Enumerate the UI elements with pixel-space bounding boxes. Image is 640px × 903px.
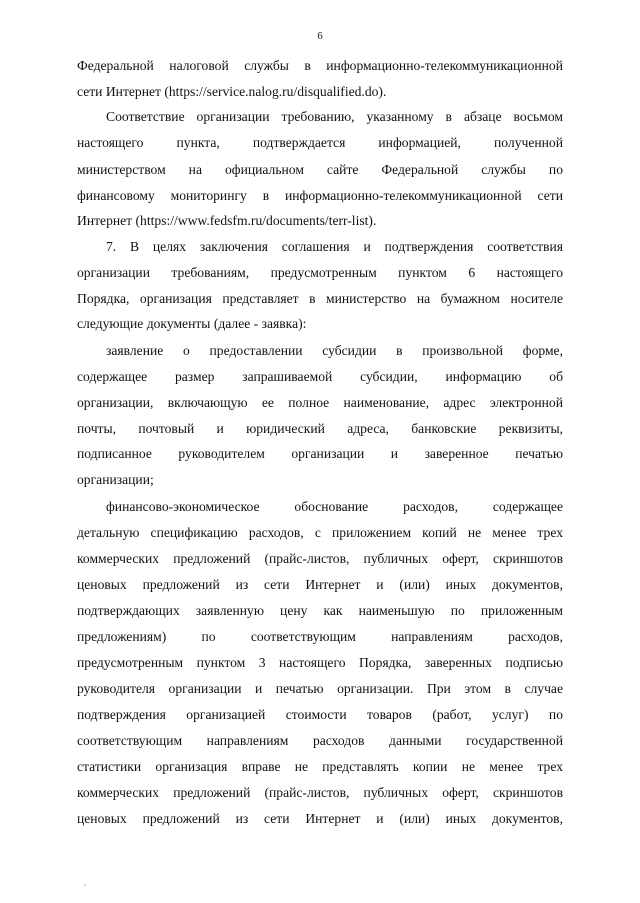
paragraph-first-line: 7. В целях заключения соглашения и подтверждения соответствия [106,239,563,254]
text-line: Порядка, организация представляет в министерство на бумажном носителе [77,291,563,306]
text-line: коммерческих предложений (прайс-листов, публичных оферт, скриншотов [77,785,563,800]
text-line: Интернет (https://www.fedsfm.ru/documents/terr-list). [77,213,377,228]
text-line: ценовых предложений из сети Интернет и (или) иных документов, [77,811,563,826]
text-line: подтверждения организацией стоимости товаров (работ, услуг) по [77,707,563,722]
paragraph-first-line: Соответствие организации требованию, указанному в абзаце восьмом [106,109,563,124]
text-line: министерством на официальном сайте Федеральной службы по [77,162,563,177]
text-line: статистики организация вправе не представлять копии не менее трех [77,759,563,774]
text-line: подписанное руководителем организации и заверенное печатью [77,446,563,461]
text-line: организации требованиям, предусмотренным пунктом 6 настоящего [77,265,563,280]
text-line: настоящего пункта, подтверждается информацией, полученной [77,135,563,150]
page-number: 6 [317,30,323,42]
text-line: финансовому мониторингу в информационно-телекоммуникационной сети [77,188,563,203]
text-line: руководителя организации и печатью организации. При этом в случае [77,681,563,696]
text-line: предложениям) по соответствующим направлениям расходов, [77,629,563,644]
text-line: следующие документы (далее - заявка): [77,316,307,331]
text-line: организации; [77,472,154,487]
text-line: подтверждающих заявленную цену как наименьшую по приложенным [77,603,563,618]
text-line: соответствующим направлениям расходов данными государственной [77,733,563,748]
text-line: детальную спецификацию расходов, с приложением копий не менее трех [77,525,563,540]
text-line: почты, почтовый и юридический адреса, банковские реквизиты, [77,421,563,436]
text-line: ценовых предложений из сети Интернет и (или) иных документов, [77,577,563,592]
text-line: организации, включающую ее полное наименование, адрес электронной [77,395,563,410]
text-line: сети Интернет (https://service.nalog.ru/disqualified.do). [77,84,387,99]
text-line: содержащее размер запрашиваемой субсидии, информацию об [77,369,563,384]
text-line: коммерческих предложений (прайс-листов, публичных оферт, скриншотов [77,551,563,566]
paragraph-first-line: финансово-экономическое обоснование расходов, содержащее [106,499,563,514]
paragraph-first-line: заявление о предоставлении субсидии в произвольной форме, [106,343,563,358]
scan-artifact-dot [84,884,86,886]
text-line: предусмотренным пунктом 3 настоящего Порядка, заверенных подписью [77,655,563,670]
text-line: Федеральной налоговой службы в информационно-телекоммуникационной [77,58,563,73]
